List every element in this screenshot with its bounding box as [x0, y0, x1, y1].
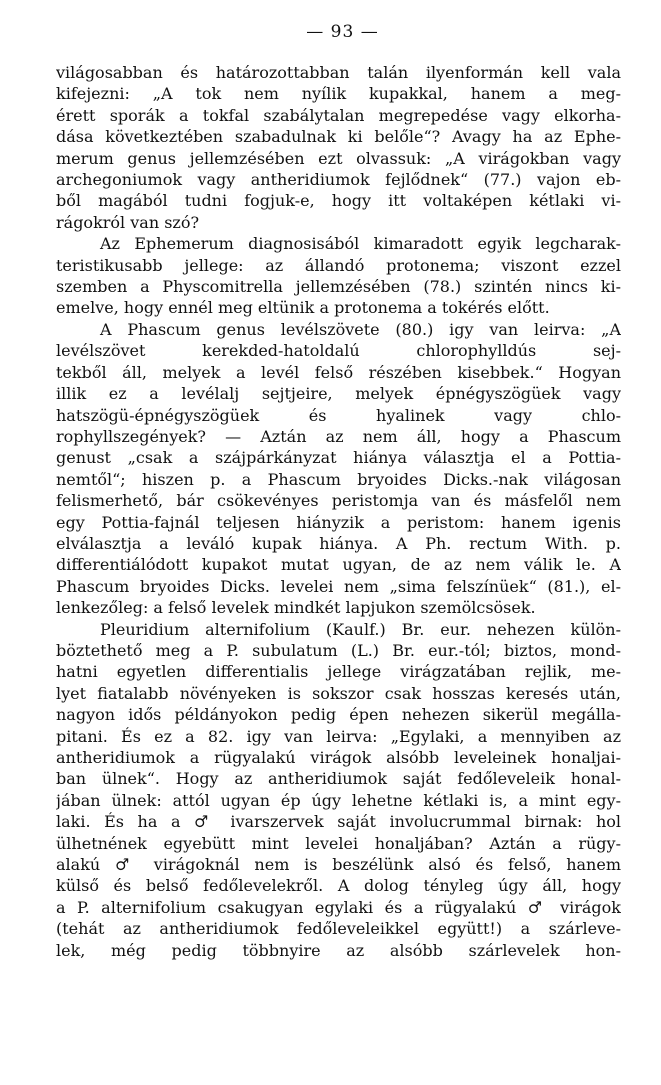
- text-line: genust „csak a szájpárkányzat hiánya választja el a Pottia-: [56, 448, 621, 468]
- text-line: Pleuridium alternifolium (Kaulf.) Br. eur. nehezen külön-: [100, 619, 621, 639]
- text-line: hatni egyetlen differentialis jellege virágzatában rejlik, me-: [56, 662, 621, 682]
- text-line: kifejezni: „A tok nem nyílik kupakkal, hanem a meg-: [56, 84, 621, 104]
- text-line: nemtől“; hiszen p. a Phascum bryoides Dicks.-nak világosan: [56, 469, 621, 489]
- text-line: egy Pottia-fajnál teljesen hiányzik a peristom: hanem igenis: [56, 512, 621, 532]
- text-line: ülhetnének egyebütt mint levelei honaljában? Aztán a rügy-: [56, 833, 621, 853]
- text-line: böztethető meg a P. subulatum (L.) Br. eur.-tól; biztos, mond-: [56, 640, 621, 660]
- text-line: külső és belső fedőlevelekről. A dolog tényleg úgy áll, hogy: [56, 876, 621, 896]
- text-line: alakú ♂ virágoknál nem is beszélünk alsó és felső, hanem: [56, 855, 621, 875]
- text-line: tekből áll, melyek a levél felső részében kisebbek.“ Hogyan: [56, 362, 621, 382]
- text-line: archegoniumok vagy antheridiumok fejlődnek“ (77.) vajon eb-: [56, 170, 621, 190]
- text-line: differentiálódott kupakot mutat ugyan, de az nem válik le. A: [56, 555, 621, 575]
- text-line: jában ülnek: attól ugyan ép úgy lehetne kétlaki is, a mint egy-: [56, 790, 621, 810]
- text-line: ban ülnek“. Hogy az antheridiumok saját fedőleveleik honal-: [56, 769, 621, 789]
- text-line: merum genus jellemzésében ezt olvassuk: „A virágokban vagy: [56, 148, 621, 168]
- page-number: — 93 —: [306, 22, 379, 42]
- text-line: illik ez a levélalj sejtjeire, melyek épnégyszögüek vagy: [56, 384, 621, 404]
- text-line: Az Ephemerum diagnosisából kimaradott egyik legcharak-: [100, 234, 621, 254]
- text-line: érett sporák a tokfal szabálytalan megrepedése vagy elkorha-: [56, 105, 621, 125]
- text-line: pitani. És ez a 82. igy van leirva: „Egylaki, a mennyiben az: [56, 726, 621, 746]
- text-line: rophyllszegények? — Aztán az nem áll, hogy a Phascum: [56, 426, 621, 446]
- text-line: A Phascum genus levélszövete (80.) igy van leirva: „A: [100, 319, 621, 339]
- text-line: levélszövet kerekded-hatoldalú chlorophylldús sej-: [56, 341, 621, 361]
- text-line: teristikusabb jellege: az állandó protonema; viszont ezzel: [56, 255, 621, 275]
- text-line: emelve, hogy ennél meg eltünik a protonema a tokérés előtt.: [56, 298, 550, 318]
- text-line: lyet fiatalabb növényeken is sokszor csak hosszas keresés után,: [56, 683, 621, 703]
- text-line: hatszögü-épnégyszögüek és hyalinek vagy chlo-: [56, 405, 621, 425]
- text-line: lenkezőleg: a felső levelek mindkét lapjukon szemölcsösek.: [56, 598, 536, 618]
- body-text: [56, 62, 621, 961]
- text-line: dása következtében szabadulnak ki belőle“? Avagy ha az Ephe-: [56, 127, 621, 147]
- text-line: a P. alternifolium csakugyan egylaki és a rügyalakú ♂ virágok: [56, 897, 621, 917]
- text-line: világosabban és határozottabban talán ilyenformán kell vala: [56, 63, 621, 82]
- text-line: rágokról van szó?: [56, 212, 200, 232]
- text-line: ből magából tudni fogjuk-e, hogy itt voltaképen kétlaki vi-: [56, 191, 621, 211]
- text-line: antheridiumok a rügyalakú virágok alsóbb leveleinek honaljai-: [56, 748, 621, 767]
- text-line: (tehát az antheridiumok fedőleveleikkel együtt!) a szárleve-: [56, 919, 621, 939]
- text-line: Phascum bryoides Dicks. levelei nem „sima felszínüek“ (81.), el-: [56, 576, 621, 596]
- text-line: felismerhető, bár csökevényes peristomja van és másfelől nem: [56, 491, 621, 511]
- text-line: lek, még pedig többnyire az alsóbb szárlevelek hon-: [56, 940, 621, 960]
- text-line: elválasztja a leváló kupak hiánya. A Ph. rectum With. p.: [56, 533, 621, 553]
- text-line: laki. És ha a ♂ ivarszervek saját involucrummal birnak: hol: [56, 812, 621, 832]
- text-line: nagyon idős példányokon pedig épen nehezen sikerül megálla-: [56, 705, 621, 725]
- text-line: szemben a Physcomitrella jellemzésében (78.) szintén nincs ki-: [56, 277, 621, 297]
